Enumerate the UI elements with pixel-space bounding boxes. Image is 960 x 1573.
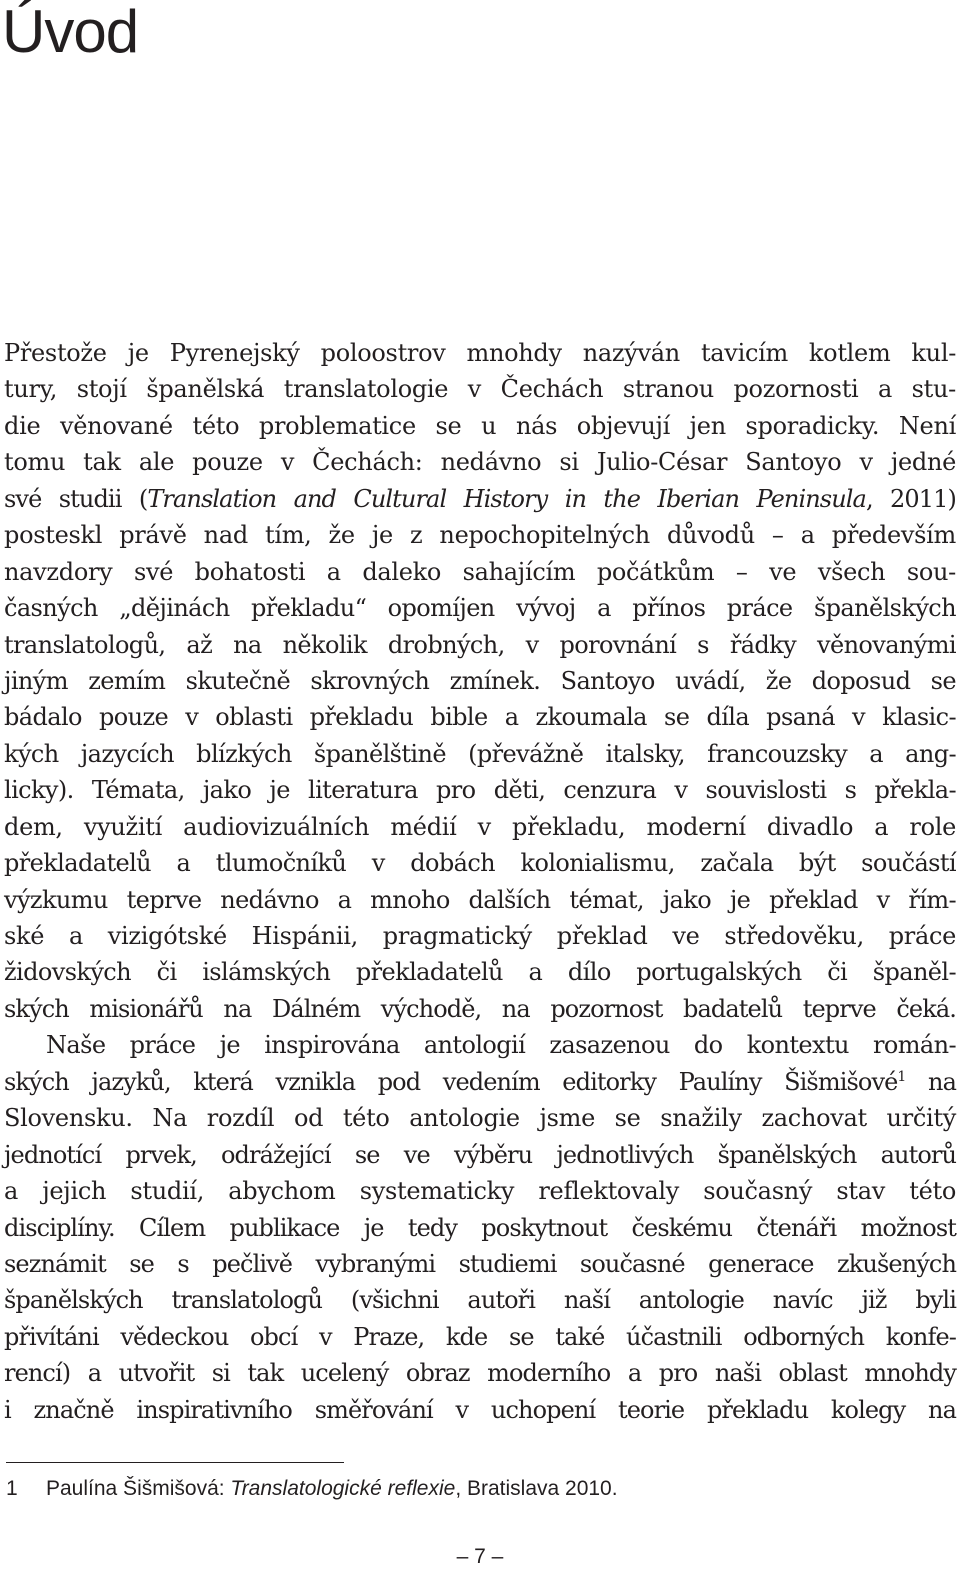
- text-line: tury, stojí španělská translatologie v Čechách stranou pozornosti a stu-: [4, 375, 956, 404]
- text-line: seznámit se s pečlivě vybranými studiemi současné generace zkušených: [4, 1249, 956, 1278]
- text-line: a jejich studií, abychom systematicky reflektovaly současný stav této: [4, 1177, 956, 1206]
- text-line: bádalo pouze v oblasti překladu bible a zkoumala se díla psaná v klasic-: [4, 703, 956, 732]
- text-line: navzdory své bohatosti a daleko sahajícím počátkům – ve všech sou-: [4, 557, 956, 586]
- text-line: jednotící prvek, odrážející se ve výběru jednotlivých španělských autorů: [4, 1140, 956, 1169]
- text-line: kých jazycích blízkých španělštině (převážně italsky, francouzsky a ang-: [4, 739, 956, 768]
- text-line: židovských či islámských překladatelů a dílo portugalských či španěl-: [4, 958, 956, 987]
- text-line: Slovensku. Na rozdíl od této antologie jsme se snažily zachovat určitý: [4, 1104, 956, 1133]
- body-text: [4, 335, 956, 1428]
- text-line: translatologů, až na několik drobných, v porovnání s řádky věnovanými: [4, 630, 956, 659]
- text-line: posteskl právě nad tím, že je z nepochopitelných důvodů – a především: [4, 521, 956, 550]
- text-line: dem, využití audiovizuálních médií v překladu, moderní divadlo a role: [4, 812, 956, 841]
- footnote-author: Paulína Šišmišová:: [46, 1477, 231, 1500]
- text-line: ských jazyků, která vznikla pod vedením editorky Paulíny Šišmišové$^1$ na: [4, 1067, 957, 1096]
- paragraph-2: [4, 1027, 956, 1428]
- footnote-reference: 1: [897, 1068, 906, 1085]
- text-line: rencí) a utvořit si tak ucelený obraz moderního a pro naši oblast mnohdy: [4, 1359, 956, 1388]
- footnote-rest: , Bratislava 2010.: [455, 1477, 618, 1500]
- text-line: jiným zemím skutečně skrovných zmínek. Santoyo uvádí, že doposud se: [4, 666, 956, 695]
- text-line: španělských translatologů (všichni autoři naší antologie navíc již byli: [4, 1286, 956, 1315]
- footnote-number: 1: [6, 1477, 18, 1500]
- text-line: své studii (Translation and Cultural History in the Iberian Peninsula, 2011): [4, 484, 956, 513]
- footnote-title: Translatologické reflexie: [230, 1477, 456, 1500]
- chapter-title: Úvod: [2, 0, 139, 65]
- cited-work-title: Translation and Cultural History in the Iberian Peninsula: [147, 484, 866, 513]
- text-line: die věnované této problematice se u nás objevují jen sporadicky. Není: [4, 411, 956, 440]
- text-line: překladatelů a tlumočníků v dobách kolonialismu, začala být součástí: [4, 849, 956, 878]
- text-line: Naše práce je inspirována antologií zasazenou do kontextu román-: [46, 1031, 956, 1060]
- text-line: časných „dějinách překladu“ opomíjen vývoj a přínos práce španělských: [4, 594, 956, 623]
- text-line: ských misionářů na Dálném východě, na pozornost badatelů teprve čeká.: [4, 994, 956, 1023]
- text-line: tomu tak ale pouze v Čechách: nedávno si Julio-César Santoyo v jedné: [4, 448, 956, 477]
- paragraph-1: [4, 335, 956, 1027]
- page-number: – 7 –: [456, 1545, 504, 1568]
- text-line: výzkumu teprve nedávno a mnoho dalších témat, jako je překlad v řím-: [4, 885, 956, 914]
- text-line: přivítáni vědeckou obcí v Praze, kde se také účastnili odborných konfe-: [4, 1322, 956, 1351]
- text-line: licky). Témata, jako je literatura pro děti, cenzura v souvislosti s překla-: [4, 776, 956, 805]
- footnote: [6, 1474, 906, 1504]
- text-line: Přestože je Pyrenejský poloostrov mnohdy nazýván tavicím kotlem kul-: [4, 339, 956, 367]
- text-line: i značně inspirativního směřování v uchopení teorie překladu kolegy na: [4, 1395, 956, 1424]
- footnote-divider: [6, 1462, 344, 1463]
- text-line: ské a vizigótské Hispánii, pragmatický překlad ve středověku, práce: [4, 922, 956, 950]
- text-line: disciplíny. Cílem publikace je tedy poskytnout českému čtenáři možnost: [4, 1213, 956, 1242]
